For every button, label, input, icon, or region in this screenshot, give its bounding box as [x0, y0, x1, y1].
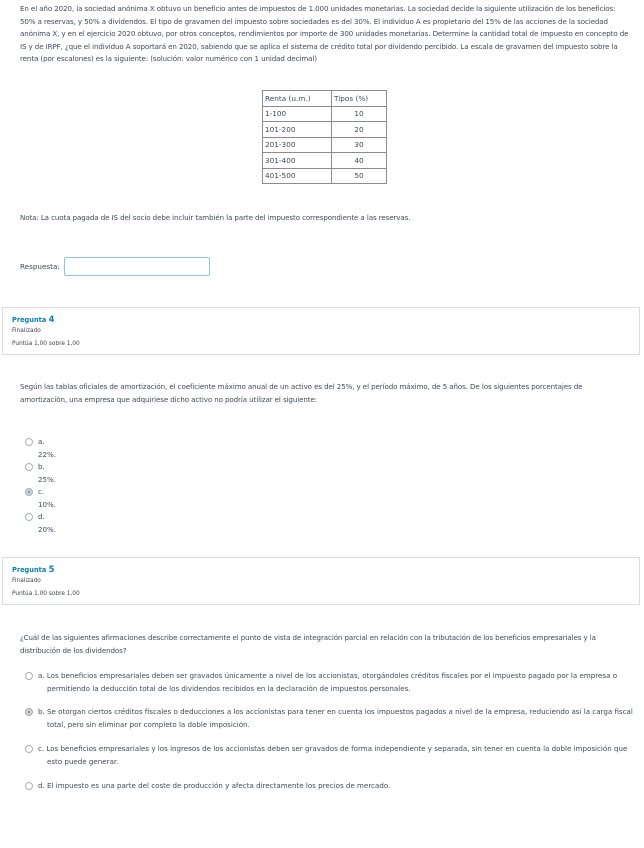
question-number: Pregunta 4 [12, 314, 55, 324]
income-cell: 201-300 [263, 137, 332, 153]
radio-unchecked-icon[interactable] [25, 672, 33, 680]
table-row [263, 137, 387, 153]
option-label: d. El impuesto es una parte del coste de producción y afecta directamente los precios de mercado. [38, 781, 391, 790]
question-grade: Puntúa 1,00 sobre 1,00 [12, 591, 80, 597]
option-label: a. 22%. [38, 437, 57, 459]
question-3-note: Nota: La cuota pagada de IS del socio debe incluir también la parte del impuesto correspondiente a las reservas. [20, 213, 411, 222]
question-4-info [2, 307, 640, 355]
radio-unchecked-icon[interactable] [25, 463, 33, 471]
option-label: c. Los beneficios empresariales y los ingresos de los accionistas deben ser gravados de forma independiente y separada, sin tener en cuenta la doble imposición que esto puede generar. [38, 744, 628, 766]
table-header-income: Renta (u.m.) [263, 91, 332, 107]
radio-unchecked-icon[interactable] [25, 513, 33, 521]
rate-cell: 40 [332, 153, 387, 169]
question-number: Pregunta 5 [12, 564, 55, 574]
rate-cell: 10 [332, 106, 387, 122]
rate-cell: 50 [332, 168, 387, 184]
table-row [263, 168, 387, 184]
question-3-text: En el año 2020, la sociedad anónima X obtuvo un beneficio antes de impuestos de 1.000 unidades monetarias. La sociedad decide la siguiente utilización de los beneficios: 50% a reservas, y 50% a dividendos. El tipo de gravamen del impuesto sobre sociedades es del 30%. El individuo A es propietario del 15% de las acciones de la sociedad anónima X, y en el ejercicio 2020 obtuvo, por otros conceptos, rendimientos por importe de 300 unidades monetarias. Determine la cantidad total de impuesto en concepto de IS y de IRPF, ¿que el individuo A soportará en 2020, sabiendo que se aplica el sistema de crédito total por dividendo percibido. La escala de gravamen del impuesto sobre la renta (por escalones) es la siguiente: (solución: valor numérico con 1 unidad decimal) [20, 4, 629, 63]
rate-cell: 30 [332, 137, 387, 153]
question-5-info [2, 557, 640, 605]
rate-cell: 20 [332, 122, 387, 138]
question-5-option-b[interactable] [25, 706, 633, 731]
question-5-option-a[interactable] [25, 670, 633, 695]
question-5-option-c[interactable] [25, 743, 633, 768]
question-5-text: ¿Cuál de las siguientes afirmaciones describe correctamente el punto de vista de integración parcial en relación con la tributación de los beneficios empresariales y la distribución de los dividendos? [20, 633, 596, 655]
option-label: d. 20%. [38, 512, 57, 534]
income-cell: 401-500 [263, 168, 332, 184]
question-state: Finalizado [12, 578, 41, 584]
table-header-rate: Tipos (%) [332, 91, 387, 107]
radio-unchecked-icon[interactable] [25, 745, 33, 753]
question-5-option-d[interactable] [25, 780, 633, 793]
option-label: b. Se otorgan ciertos créditos fiscales o deducciones a los accionistas para tener en cuenta los impuestos pagados a nivel de la empresa, reduciendo así la carga fiscal total, pero sin eliminar por completo la doble imposición. [38, 707, 633, 729]
answer-label: Respuesta: [20, 262, 60, 271]
radio-unchecked-icon[interactable] [25, 438, 33, 446]
income-cell: 1-100 [263, 106, 332, 122]
table-row [263, 106, 387, 122]
option-label: c. 10%. [38, 487, 57, 509]
radio-unchecked-icon[interactable] [25, 782, 33, 790]
radio-checked-icon[interactable] [25, 488, 33, 496]
option-label: b. 25%. [38, 462, 57, 484]
income-cell: 301-400 [263, 153, 332, 169]
option-label: a. Los beneficios empresariales deben ser gravados únicamente a nivel de los accionistas, otorgándoles créditos fiscales por el impuesto pagado por la empresa o permitiendo la deducción total de los dividendos recibidos en la declaración de impuestos personales. [38, 671, 618, 693]
question-4-text: Según las tablas oficiales de amortización, el coeficiente máximo anual de un activo es del 25%, y el período máximo, de 5 años. De los siguientes porcentajes de amortización, una empresa que adquiriese dicho activo no podría utilizar el siguiente: [20, 382, 583, 404]
question-grade: Puntúa 1,00 sobre 1,00 [12, 341, 80, 347]
answer-input[interactable] [64, 257, 210, 276]
question-state: Finalizado [12, 328, 41, 334]
income-cell: 101-200 [263, 122, 332, 138]
table-row [263, 153, 387, 169]
tax-rate-table [262, 90, 387, 184]
radio-checked-icon[interactable] [25, 708, 33, 716]
table-row [263, 122, 387, 138]
